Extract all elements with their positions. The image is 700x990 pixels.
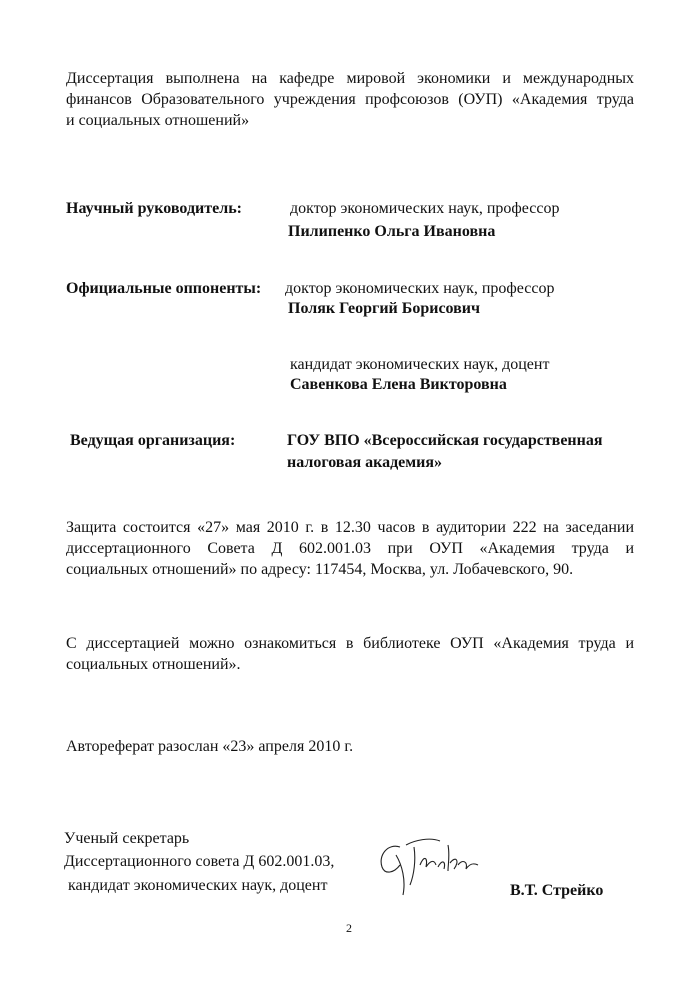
signature <box>370 825 490 900</box>
text-line: социальных отношений» по адресу: 117454, Москва, ул. Лобачевского, 90. <box>66 561 574 578</box>
defense-paragraph <box>66 517 634 580</box>
text-line: С диссертацией можно ознакомиться в библиотеке ОУП «Академия труда и <box>66 635 634 652</box>
page-number: 2 <box>346 921 352 935</box>
opponent-degree: доктор экономических наук, профессор <box>285 280 555 297</box>
secretary-line: кандидат экономических наук, доцент <box>64 877 328 894</box>
supervisor-name: Пилипенко Ольга Ивановна <box>288 223 496 240</box>
leading-org-line: ГОУ ВПО «Всероссийская государственная <box>287 432 603 449</box>
text-line: социальных отношений». <box>66 656 241 673</box>
secretary-line: Диссертационного совета Д 602.001.03, <box>64 853 335 870</box>
text-line: финансов Образовательного учреждения профсоюзов (ОУП) «Академия труда <box>66 91 634 108</box>
opponent-degree: кандидат экономических наук, доцент <box>290 356 550 373</box>
library-paragraph <box>66 633 634 675</box>
text-line: Диссертация выполнена на кафедре мировой экономики и международных <box>66 70 634 87</box>
secretary-line: Ученый секретарь <box>64 830 190 847</box>
leading-org-line: налоговая академия» <box>287 454 443 471</box>
secretary-name: В.Т. Стрейко <box>510 882 604 899</box>
text-line: Защита состоится «27» мая 2010 г. в 12.30 часов в аудитории 222 на заседании <box>66 519 634 536</box>
supervisor-label: Научный руководитель: <box>66 200 242 217</box>
supervisor-degree: доктор экономических наук, профессор <box>290 200 560 217</box>
text-line: и социальных отношений» <box>66 112 250 129</box>
opponents-label: Официальные оппоненты: <box>66 280 262 297</box>
intro-paragraph <box>66 68 634 131</box>
opponent-name: Поляк Георгий Борисович <box>288 300 481 317</box>
opponent-name: Савенкова Елена Викторовна <box>290 376 507 393</box>
leading-org-label: Ведущая организация: <box>70 432 236 449</box>
sent-date: Автореферат разослан «23» апреля 2010 г. <box>66 738 354 755</box>
text-line: диссертационного Совета Д 602.001.03 при ОУП «Академия труда и <box>66 540 634 557</box>
